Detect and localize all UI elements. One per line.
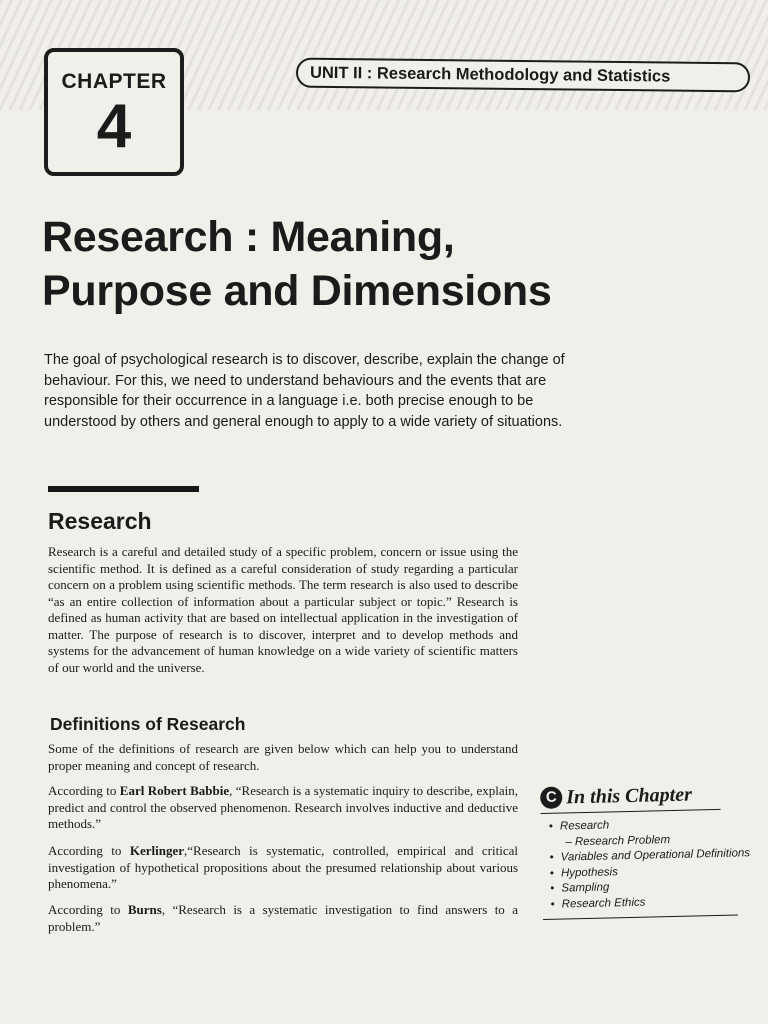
chapter-topic-label: Sampling bbox=[561, 881, 610, 895]
in-this-chapter-box bbox=[540, 781, 758, 920]
unit-label: UNIT II : Research Methodology and Statistics bbox=[296, 58, 750, 93]
chapter-topics-list bbox=[541, 815, 758, 913]
chapter-badge bbox=[44, 48, 184, 176]
definition-text: , “Research is a systematic investigation to find answers to a problem.” bbox=[48, 902, 519, 934]
chapter-topic-label: Research Ethics bbox=[561, 896, 646, 911]
bullet-icon: • bbox=[548, 820, 554, 833]
bullet-icon: • bbox=[550, 882, 555, 895]
bullet-icon: • bbox=[549, 867, 555, 880]
title-line-1: Research : Meaning, bbox=[42, 213, 455, 261]
definition-text: , “Research is a systematic inquiry to describe, explain, predict and control the observed phenomenon. Research involves inductive and deductive methods.” bbox=[48, 783, 518, 831]
chapter-number: 4 bbox=[96, 92, 132, 161]
bullet-icon: • bbox=[549, 851, 554, 864]
definition-kerlinger bbox=[48, 843, 518, 893]
box-bottom-rule bbox=[543, 915, 738, 920]
author-name: Earl Robert Babbie bbox=[119, 783, 230, 798]
title-underline bbox=[541, 809, 721, 814]
chapter-topic-label: Hypothesis bbox=[560, 865, 619, 880]
author-name: Kerlinger bbox=[129, 843, 185, 858]
chapter-topic-label: Research bbox=[559, 819, 610, 833]
definition-prefix: According to bbox=[48, 843, 130, 858]
definitions-heading: Definitions of Research bbox=[50, 714, 246, 734]
chapter-topic-label: Variables and Operational Definitions bbox=[560, 847, 751, 864]
chapter-logo-icon: C bbox=[540, 787, 562, 809]
definition-prefix: According to bbox=[48, 783, 120, 798]
in-this-chapter-header bbox=[540, 781, 755, 810]
definition-babbie bbox=[48, 783, 518, 833]
author-name: Burns bbox=[127, 902, 162, 917]
chapter-label: CHAPTER bbox=[61, 70, 167, 93]
research-paragraph: Research is a careful and detailed study of a specific problem, concern or issue using the scientific method. It is defined as a careful consideration of study regarding a particular concern on a problem using scientific methods. The term research is also used to describe “as an entire collection of information about a particular subject or topic.” Research is defined as human activity that are based on intellectual application in the investigation of matter. The purpose of research is to discover, interpret and to develop methods and systems for the advancement of human knowledge on a wide variety of scientific matters of our world and the universe. bbox=[48, 544, 518, 675]
chapter-topic-label: – Research Problem bbox=[565, 833, 671, 848]
definition-burns bbox=[48, 902, 518, 935]
in-this-chapter-title: In this Chapter bbox=[566, 783, 693, 809]
definition-text: ,“Research is systematic, controlled, empirical and critical investigation of hypothetical propositions about the presumed relationship about various phenomena.” bbox=[48, 843, 518, 891]
section-rule bbox=[48, 486, 199, 492]
definitions-intro: Some of the definitions of research are given below which can help you to understand proper meaning and concept of research. bbox=[48, 741, 518, 773]
intro-paragraph: The goal of psychological research is to discover, describe, explain the change of behaviour. For this, we need to understand behaviours and the events that are responsible for their occurrence in a language i.e. both precise enough to be understood by others and general enough to apply to a wide variety of situations. bbox=[44, 352, 565, 430]
title-line-2: Purpose and Dimensions bbox=[42, 267, 552, 315]
bullet-icon: • bbox=[550, 898, 555, 911]
page-title bbox=[42, 210, 552, 318]
definition-prefix: According to bbox=[48, 902, 128, 917]
research-heading: Research bbox=[48, 508, 152, 534]
